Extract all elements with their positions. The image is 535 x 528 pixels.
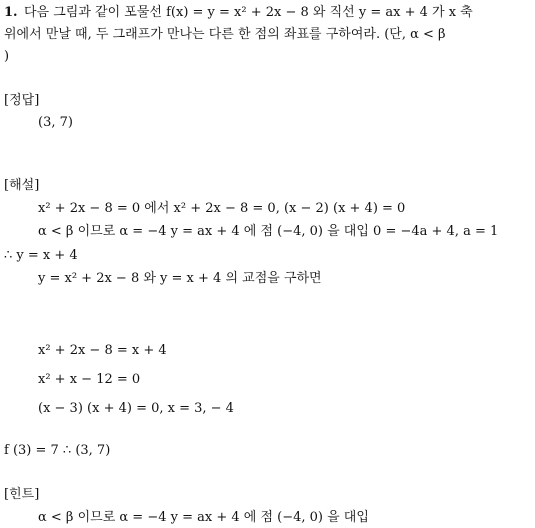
solution-line-3: ∴ y = x + 4	[4, 248, 78, 263]
solution-line-2: α < β 이므로 α = −4 y = ax + 4 에 점 (−4, 0) 을 대입 0 = −4a + 4, a = 1	[38, 224, 499, 239]
problem-line-3: )	[4, 49, 10, 64]
hint-text: α < β 이므로 α = −4 y = ax + 4 에 점 (−4, 0) 을 대입	[38, 510, 369, 525]
work-line-1: x² + 2x − 8 = x + 4	[38, 343, 167, 358]
problem-line-1: 다음 그림과 같이 포물선 f(x) = y = x² + 2x − 8 와 직선 y = ax + 4 가 x 축	[24, 5, 473, 20]
solution-line-1: x² + 2x − 8 = 0 에서 x² + 2x − 8 = 0, (x − 2) (x + 4) = 0	[38, 201, 406, 216]
problem-number: 1.	[4, 5, 18, 20]
work-line-3: (x − 3) (x + 4) = 0, x = 3, − 4	[38, 401, 234, 416]
hint-label: [힌트]	[4, 487, 40, 502]
solution-conclusion: f (3) = 7 ∴ (3, 7)	[4, 443, 111, 458]
solution-label: [해설]	[4, 178, 40, 193]
problem-line-2: 위에서 만날 때, 두 그래프가 만나는 다른 한 점의 좌표를 구하여라. (단, α < β	[4, 27, 446, 42]
answer-value: (3, 7)	[38, 115, 73, 130]
work-line-2: x² + x − 12 = 0	[38, 372, 141, 387]
solution-line-4: y = x² + 2x − 8 와 y = x + 4 의 교점을 구하면	[38, 271, 322, 286]
answer-label: [정답]	[4, 93, 40, 108]
